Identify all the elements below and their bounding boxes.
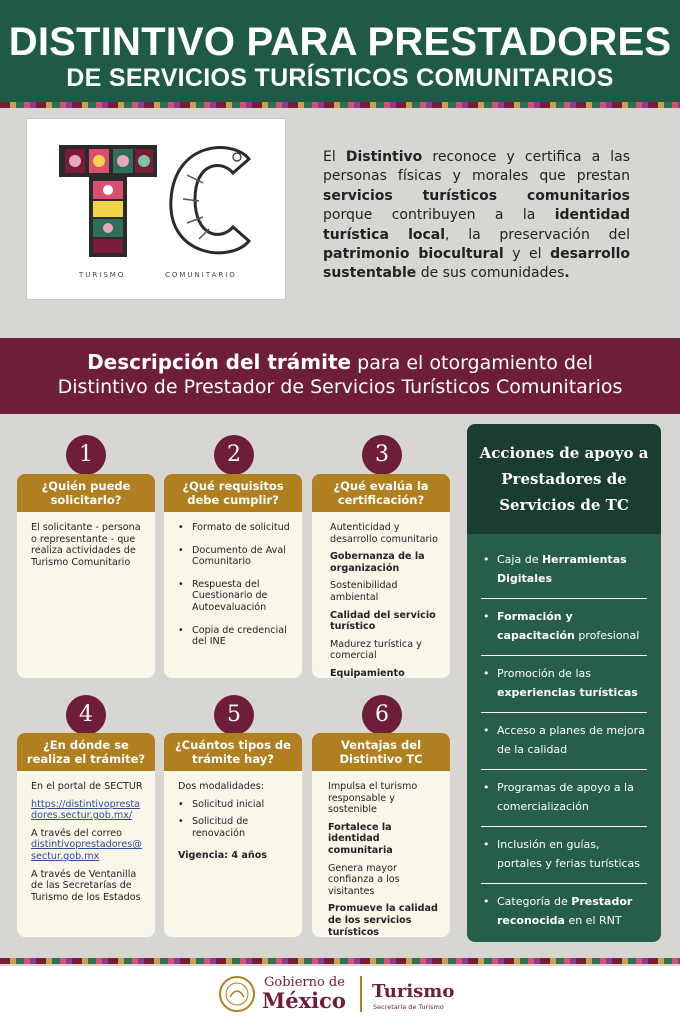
step-title: Ventajas del Distintivo TC: [312, 733, 450, 771]
step-title: ¿En dónde se realiza el trámite?: [17, 733, 155, 771]
list-item: Autenticidad y desarrollo comunitario: [330, 522, 438, 545]
list-item: Fortalece la identidad comunitaria: [328, 821, 393, 856]
step-number-6: 6: [362, 695, 402, 735]
support-list: [467, 534, 661, 942]
decorative-stripe-bottom: [0, 958, 680, 964]
list-item: Gobernanza de la organización: [330, 551, 425, 574]
title-line-2: DE SERVICIOS TURÍSTICOS COMUNITARIOS: [66, 64, 614, 92]
list-item: Promueve la calidad de los servicios turísticos: [328, 903, 438, 937]
step-text: Dos modalidades:: [178, 781, 265, 792]
support-item: • Categoría de Prestador reconocida en el RNT: [481, 884, 647, 941]
step-text: El solicitante - persona o representante - que realiza actividades de Turismo Comunitario: [31, 522, 141, 568]
footer-secretaria: Secretaría de Turismo: [373, 1003, 444, 1011]
step-number-1: 1: [66, 435, 106, 475]
portal-link[interactable]: https://distintivoprestadores.sectur.gob.mx/: [31, 798, 140, 822]
footer-mexico: México: [262, 988, 346, 1013]
step-card-6: [312, 733, 450, 937]
tc-logo-icon: [27, 119, 287, 301]
step-number-2: 2: [214, 435, 254, 475]
step-text: A través de Ventanilla de las Secretarías de Turismo de los Estados: [31, 868, 141, 903]
list-item: • Respuesta del Cuestionario de Autoevaluación: [178, 579, 292, 614]
vigencia-text: Vigencia: 4 años: [178, 850, 267, 862]
list-item: Genera mayor confianza a los visitantes: [328, 862, 400, 897]
gobierno-emblem-icon: [218, 973, 256, 1015]
step-title: ¿Quién puede solicitarlo?: [17, 474, 155, 512]
list-item: Impulsa el turismo responsable y sostenible: [328, 781, 418, 816]
list-item: • Solicitud de renovación: [178, 816, 292, 839]
footer-divider: [360, 976, 362, 1012]
step-card-3: [312, 474, 450, 678]
logo-label-comunitario: COMUNITARIO: [165, 271, 237, 279]
band-title-bold: Descripción del trámite: [87, 350, 352, 374]
support-item: • Inclusión en guías, portales y ferias turísticas: [481, 827, 647, 884]
logo-label-turismo: TURISMO: [79, 271, 126, 279]
step-text: A través del correo: [31, 827, 122, 839]
page-header: [0, 0, 680, 102]
list-item: Calidad del servicio turístico: [330, 609, 436, 633]
tc-logo-card: [26, 118, 286, 300]
step-text: En el portal de SECTUR: [31, 781, 143, 792]
step-number-5: 5: [214, 695, 254, 735]
decorative-stripe-top: [0, 102, 680, 108]
step-card-1: [17, 474, 155, 678]
list-item: • Documento de Aval Comunitario: [178, 545, 292, 568]
list-item: • Copia de credencial del INE: [178, 625, 292, 648]
support-title: Acciones de apoyo a Prestadores de Servicios de TC: [467, 424, 661, 534]
email-link[interactable]: distintivoprestadores@sectur.gob.mx: [31, 839, 142, 862]
band-title-rest: para el otorgamiento del: [351, 352, 593, 374]
list-item: Equipamiento: [330, 667, 405, 678]
support-item: • Acceso a planes de mejora de la calidad: [481, 713, 647, 770]
list-item: Madurez turística y comercial: [330, 638, 422, 662]
step-title: ¿Qué evalúa la certificación?: [312, 474, 450, 512]
support-item: • Caja de Herramientas Digitales: [481, 542, 647, 599]
title-line-1: DISTINTIVO PARA PRESTADORES: [8, 20, 672, 64]
list-item: • Formato de solicitud: [178, 522, 292, 534]
support-item: • Formación y capacitación profesional: [481, 599, 647, 656]
list-item: • Solicitud inicial: [178, 799, 292, 811]
step-card-4: [17, 733, 155, 937]
description-band: [0, 338, 680, 414]
list-item: Sostenibilidad ambiental: [330, 580, 398, 603]
footer-gobierno: Gobierno de: [264, 975, 345, 990]
support-item: • Programas de apoyo a la comercialización: [481, 770, 647, 827]
step-card-2: [164, 474, 302, 678]
step-number-4: 4: [66, 695, 106, 735]
band-subtitle: Distintivo de Prestador de Servicios Turísticos Comunitarios: [57, 376, 623, 398]
support-item: • Promoción de las experiencias turísticas: [481, 656, 647, 713]
step-title: ¿Cuántos tipos de trámite hay?: [164, 733, 302, 771]
step-number-3: 3: [362, 435, 402, 475]
intro-paragraph: El Distintivo reconoce y certifica a las personas físicas y morales que prestan servicios turísticos comunitarios porque contribuyen a la identidad turística local, la preservación del patrimonio biocultural y el desarrollo sustentable de sus comunidades.: [323, 149, 631, 282]
step-card-5: [164, 733, 302, 937]
footer-turismo: Turismo: [372, 981, 455, 1002]
step-title: ¿Qué requisitos debe cumplir?: [164, 474, 302, 512]
